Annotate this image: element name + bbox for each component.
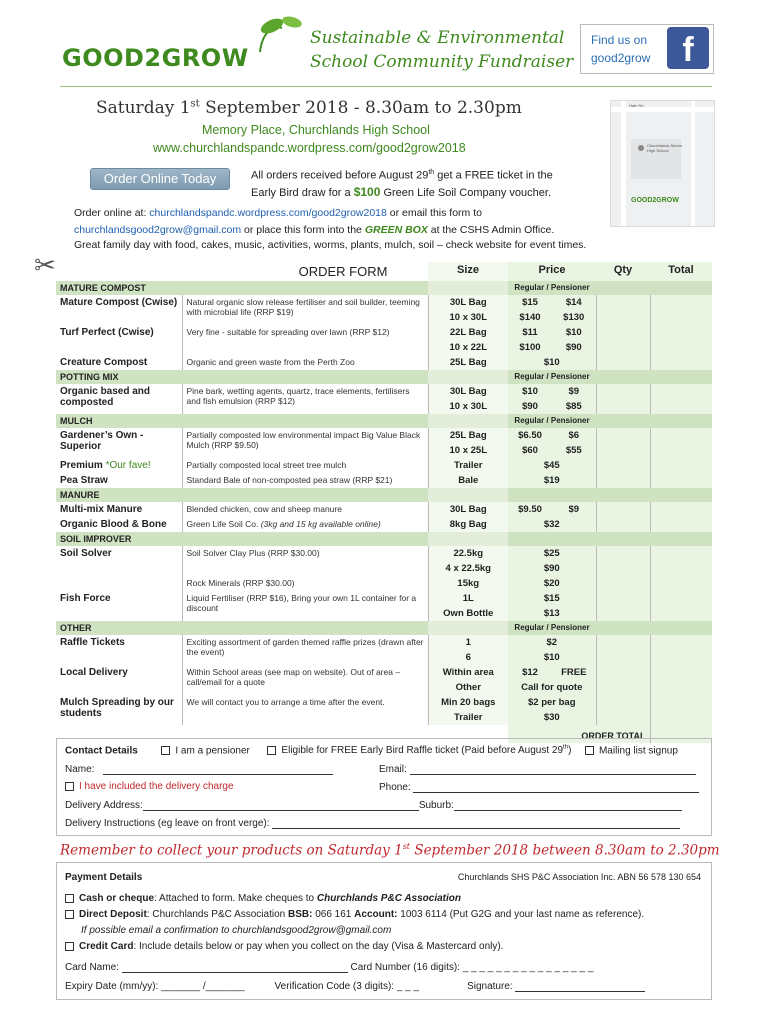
- event-url[interactable]: www.churchlandspandc.wordpress.com/good2grow2018: [153, 141, 466, 155]
- abn: Churchlands SHS P&C Association Inc. ABN 56 578 130 654: [457, 872, 701, 882]
- form-title: ORDER FORM: [298, 264, 388, 279]
- total-cell[interactable]: [650, 355, 712, 370]
- total-cell[interactable]: [650, 680, 712, 695]
- qty-cell[interactable]: [596, 384, 650, 399]
- qty-cell[interactable]: [596, 576, 650, 591]
- credit-card-checkbox[interactable]: [65, 942, 74, 951]
- location-map[interactable]: [610, 100, 715, 227]
- table-row: Creature Compost Organic and green waste from the Perth Zoo 25L Bag $10: [56, 355, 712, 370]
- name-field[interactable]: [103, 763, 333, 775]
- table-row: Organic Blood & Bone Green Life Soil Co. (3kg and 15 kg available online) 8kg Bag $32: [56, 517, 712, 532]
- table-row: Multi-mix Manure Blended chicken, cow and sheep manure 30L Bag $9.50 $9: [56, 502, 712, 517]
- qty-cell[interactable]: [596, 325, 650, 340]
- signature-label: Signature:: [467, 981, 513, 992]
- col-qty: Qty: [596, 262, 650, 281]
- qty-cell[interactable]: [596, 650, 650, 665]
- contact-box: [56, 738, 712, 836]
- order-instructions: Order online at: churchlandspandc.wordpress.com/good2grow2018 or email this form to churchlandsgood2grow@gmail.com or place this form into the GREEN BOX at the CSHS Admin Office.: [74, 207, 555, 236]
- expiry-field[interactable]: Expiry Date (mm/yy): _______ /_______: [65, 981, 245, 992]
- qty-cell[interactable]: [596, 502, 650, 517]
- total-cell[interactable]: [650, 665, 712, 680]
- table-row: Raffle Tickets Exciting assortment of garden themed raffle prizes (drawn after the event) 1 $2: [56, 635, 712, 650]
- cheque-checkbox[interactable]: [65, 894, 74, 903]
- total-cell[interactable]: [650, 340, 712, 355]
- header-divider: [60, 86, 712, 87]
- table-row: Turf Perfect (Cwise) Very fine - suitable for spreading over lawn (RRP $12) 22L Bag $11 $10: [56, 325, 712, 340]
- total-cell[interactable]: [650, 384, 712, 399]
- total-cell[interactable]: [650, 310, 712, 325]
- name-label: Name:: [65, 764, 95, 775]
- tagline-line1: Sustainable & Environmental: [310, 28, 565, 48]
- section-row: SOIL IMPROVER: [56, 532, 712, 546]
- card-number-field[interactable]: _ _ _ _ _ _ _ _ _ _ _ _ _ _ _ _: [462, 962, 594, 973]
- dd-note: If possible email a confirmation to churchlandsgood2grow@gmail.com: [81, 925, 392, 936]
- total-cell[interactable]: [650, 399, 712, 414]
- payment-title: Payment Details: [65, 872, 143, 883]
- instructions-label: Delivery Instructions (eg leave on front verge):: [65, 818, 270, 829]
- map-logo: GOOD2GROW: [631, 197, 679, 204]
- table-row: Premium *Our fave! Partially composted local street tree mulch Trailer $45: [56, 458, 712, 473]
- total-cell[interactable]: [650, 635, 712, 650]
- qty-cell[interactable]: [596, 561, 650, 576]
- total-cell[interactable]: [650, 428, 712, 443]
- email-label: Email:: [379, 764, 407, 775]
- total-cell[interactable]: [650, 591, 712, 606]
- order-online-button[interactable]: Order Online Today: [90, 168, 230, 190]
- map-roads-icon: [611, 101, 714, 226]
- pensioner-label: I am a pensioner: [175, 745, 250, 757]
- qty-cell[interactable]: [596, 310, 650, 325]
- table-row: Mulch Spreading by our students We will contact you to arrange a time after the event. Min 20 bags $2 per bag: [56, 695, 712, 710]
- early-bird-text: All orders received before August 29th get a FREE ticket in the Early Bird draw for a $100 Green Life Soil Company voucher.: [251, 169, 553, 199]
- family-line: Great family day with food, cakes, music, activities, worms, plants, mulch, soil – check website for event times.: [74, 239, 587, 251]
- qty-cell[interactable]: [596, 399, 650, 414]
- total-cell[interactable]: [650, 473, 712, 488]
- qty-cell[interactable]: [596, 428, 650, 443]
- table-row: 4 x 22.5kg $90: [56, 561, 712, 576]
- table-row: Soil Solver Soil Solver Clay Plus (RRP $30.00) 22.5kg $25: [56, 546, 712, 561]
- instructions-field[interactable]: [272, 817, 680, 829]
- total-cell[interactable]: [650, 576, 712, 591]
- phone-field[interactable]: [413, 781, 699, 793]
- qty-cell[interactable]: [596, 473, 650, 488]
- order-form: [56, 262, 712, 743]
- pensioner-checkbox[interactable]: [161, 746, 170, 755]
- card-number-label: Card Number (16 digits):: [350, 962, 460, 973]
- brand-name: GOOD2GROW: [62, 44, 249, 72]
- reminder: Remember to collect your products on Saturday 1st September 2018 between 8.30am to 2.30pm: [60, 842, 720, 859]
- qty-cell[interactable]: [596, 695, 650, 710]
- section-row: MATURE COMPOST Regular / Pensioner: [56, 281, 712, 295]
- facebook-line1: Find us on: [591, 33, 648, 47]
- col-size: Size: [428, 262, 508, 281]
- qty-cell[interactable]: [596, 591, 650, 606]
- mailing-list-label: Mailing list signup: [598, 745, 678, 757]
- order-table: [56, 262, 712, 743]
- table-row: Local Delivery Within School areas (see map on website). Out of area – call/email for a quote Within area $12 FREE: [56, 665, 712, 680]
- delivery-charge-checkbox[interactable]: [65, 782, 74, 791]
- table-row: 10 x 30L $90 $85: [56, 399, 712, 414]
- direct-deposit-checkbox[interactable]: [65, 910, 74, 919]
- total-cell[interactable]: [650, 517, 712, 532]
- table-row: 10 x 22L $100 $90: [56, 340, 712, 355]
- signature-field[interactable]: [515, 980, 645, 992]
- qty-cell[interactable]: [596, 458, 650, 473]
- total-cell[interactable]: [650, 561, 712, 576]
- col-total: Total: [650, 262, 712, 281]
- total-cell[interactable]: [650, 443, 712, 458]
- card-name-label: Card Name:: [65, 962, 119, 973]
- contact-title: Contact Details: [65, 745, 138, 757]
- table-row: Pea Straw Standard Bale of non-composted pea straw (RRP $21) Bale $19: [56, 473, 712, 488]
- logo: [62, 14, 302, 80]
- table-row: Gardener’s Own - Superior Partially composted low environmental impact Big Value Black Mulch (RRP $9.50) 25L Bag $6.50 $6: [56, 428, 712, 443]
- qty-cell[interactable]: [596, 635, 650, 650]
- qty-cell[interactable]: [596, 665, 650, 680]
- verification-field[interactable]: Verification Code (3 digits): _ _ _: [274, 981, 420, 992]
- section-row: POTTING MIX Regular / Pensioner: [56, 370, 712, 384]
- qty-cell[interactable]: [596, 443, 650, 458]
- total-cell[interactable]: [650, 695, 712, 710]
- delivery-charge-label: I have included the delivery charge: [79, 781, 234, 792]
- early-bird-checkbox[interactable]: [267, 746, 276, 755]
- table-row: Other Call for quote: [56, 680, 712, 695]
- map-street-label: Hale Rd: [629, 103, 644, 108]
- qty-cell[interactable]: [596, 680, 650, 695]
- order-link[interactable]: churchlandspandc.wordpress.com/good2grow2018: [149, 207, 387, 219]
- tagline: [310, 26, 573, 74]
- tagline-line2: School Community Fundraiser: [310, 52, 574, 72]
- table-row: Own Bottle $13: [56, 606, 712, 621]
- address-label: Delivery Address:: [65, 800, 143, 811]
- table-row: 10 x 30L $140 $130: [56, 310, 712, 325]
- qty-cell[interactable]: [596, 517, 650, 532]
- facebook-icon: f: [667, 27, 709, 69]
- event-date: Saturday 1st September 2018 - 8.30am to 2.30pm: [96, 98, 522, 118]
- facebook-box[interactable]: [580, 24, 714, 74]
- section-row: MANURE: [56, 488, 712, 502]
- total-cell[interactable]: [650, 650, 712, 665]
- order-total-label: ORDER TOTAL: [508, 725, 650, 743]
- mailing-list-checkbox[interactable]: [585, 746, 594, 755]
- table-row: Fish Force Liquid Fertiliser (RRP $16), Bring your own 1L container for a discount 1L $15: [56, 591, 712, 606]
- table-row: Mature Compost (Cwise) Natural organic slow release fertiliser and soil builder, teeming with microbial life (RRP $19) 30L Bag $15 $14: [56, 295, 712, 310]
- facebook-line2: good2grow: [591, 51, 651, 65]
- leaf-icon: [252, 14, 312, 54]
- qty-cell[interactable]: [596, 606, 650, 621]
- table-row: Trailer $30: [56, 710, 712, 725]
- total-cell[interactable]: [650, 546, 712, 561]
- total-cell[interactable]: [650, 325, 712, 340]
- card-name-field[interactable]: [122, 961, 348, 973]
- table-row: 10 x 25L $60 $55: [56, 443, 712, 458]
- col-price: Price: [508, 262, 596, 281]
- suburb-field[interactable]: [454, 799, 682, 811]
- qty-cell[interactable]: [596, 295, 650, 310]
- payment-box: Payment Details Churchlands SHS P&C Association Inc. ABN 56 578 130 654 Cash or cheque: Attached to form. Make cheques to Churchlands P&C Association Direct Deposit: Churchlands P&C Association BSB: 066 161 Account: 1003 6114 (Put G2G and your last name as reference). If possible email a confirmation to churchlandsgood2grow@gmail.com Credit Card: Include details below or pay when you collect on the day (Visa & Mastercard only). Card Name: Card Number (16 digits): _ _ _ _ _ _ _ _ _ _ _ _ _ _ _ _ Expiry Date (mm/yy): _______ /_______ Verification Code (3 digits): _ _ _ Signature:: [56, 862, 712, 1000]
- venue: Memory Place, Churchlands High School: [202, 123, 430, 137]
- table-row: 6 $10: [56, 650, 712, 665]
- table-row: Rock Minerals (RRP $30.00) 15kg $20: [56, 576, 712, 591]
- total-cell[interactable]: [650, 606, 712, 621]
- suburb-label: Suburb:: [418, 800, 454, 811]
- email-field[interactable]: [410, 763, 696, 775]
- early-bird-label: Eligible for FREE Early Bird Raffle ticket (Paid before August 29th): [281, 745, 572, 757]
- qty-cell[interactable]: [596, 355, 650, 370]
- section-row: MULCH Regular / Pensioner: [56, 414, 712, 428]
- table-row: Organic based and composted Pine bark, wetting agents, quartz, trace elements, fertilisers and fish emulsion (RRP $12) 30L Bag $10 $9: [56, 384, 712, 399]
- map-school-label: Churchlands Senior High School: [647, 143, 683, 153]
- total-cell[interactable]: [650, 710, 712, 725]
- qty-cell[interactable]: [596, 340, 650, 355]
- address-field[interactable]: [143, 799, 419, 811]
- phone-label: Phone:: [379, 782, 411, 793]
- total-cell[interactable]: [650, 502, 712, 517]
- order-email[interactable]: churchlandsgood2grow@gmail.com: [74, 224, 242, 236]
- total-cell[interactable]: [650, 458, 712, 473]
- scissors-icon: ✂: [34, 250, 56, 280]
- table-header: [56, 262, 712, 281]
- section-row: OTHER Regular / Pensioner: [56, 621, 712, 635]
- qty-cell[interactable]: [596, 710, 650, 725]
- total-cell[interactable]: [650, 295, 712, 310]
- qty-cell[interactable]: [596, 546, 650, 561]
